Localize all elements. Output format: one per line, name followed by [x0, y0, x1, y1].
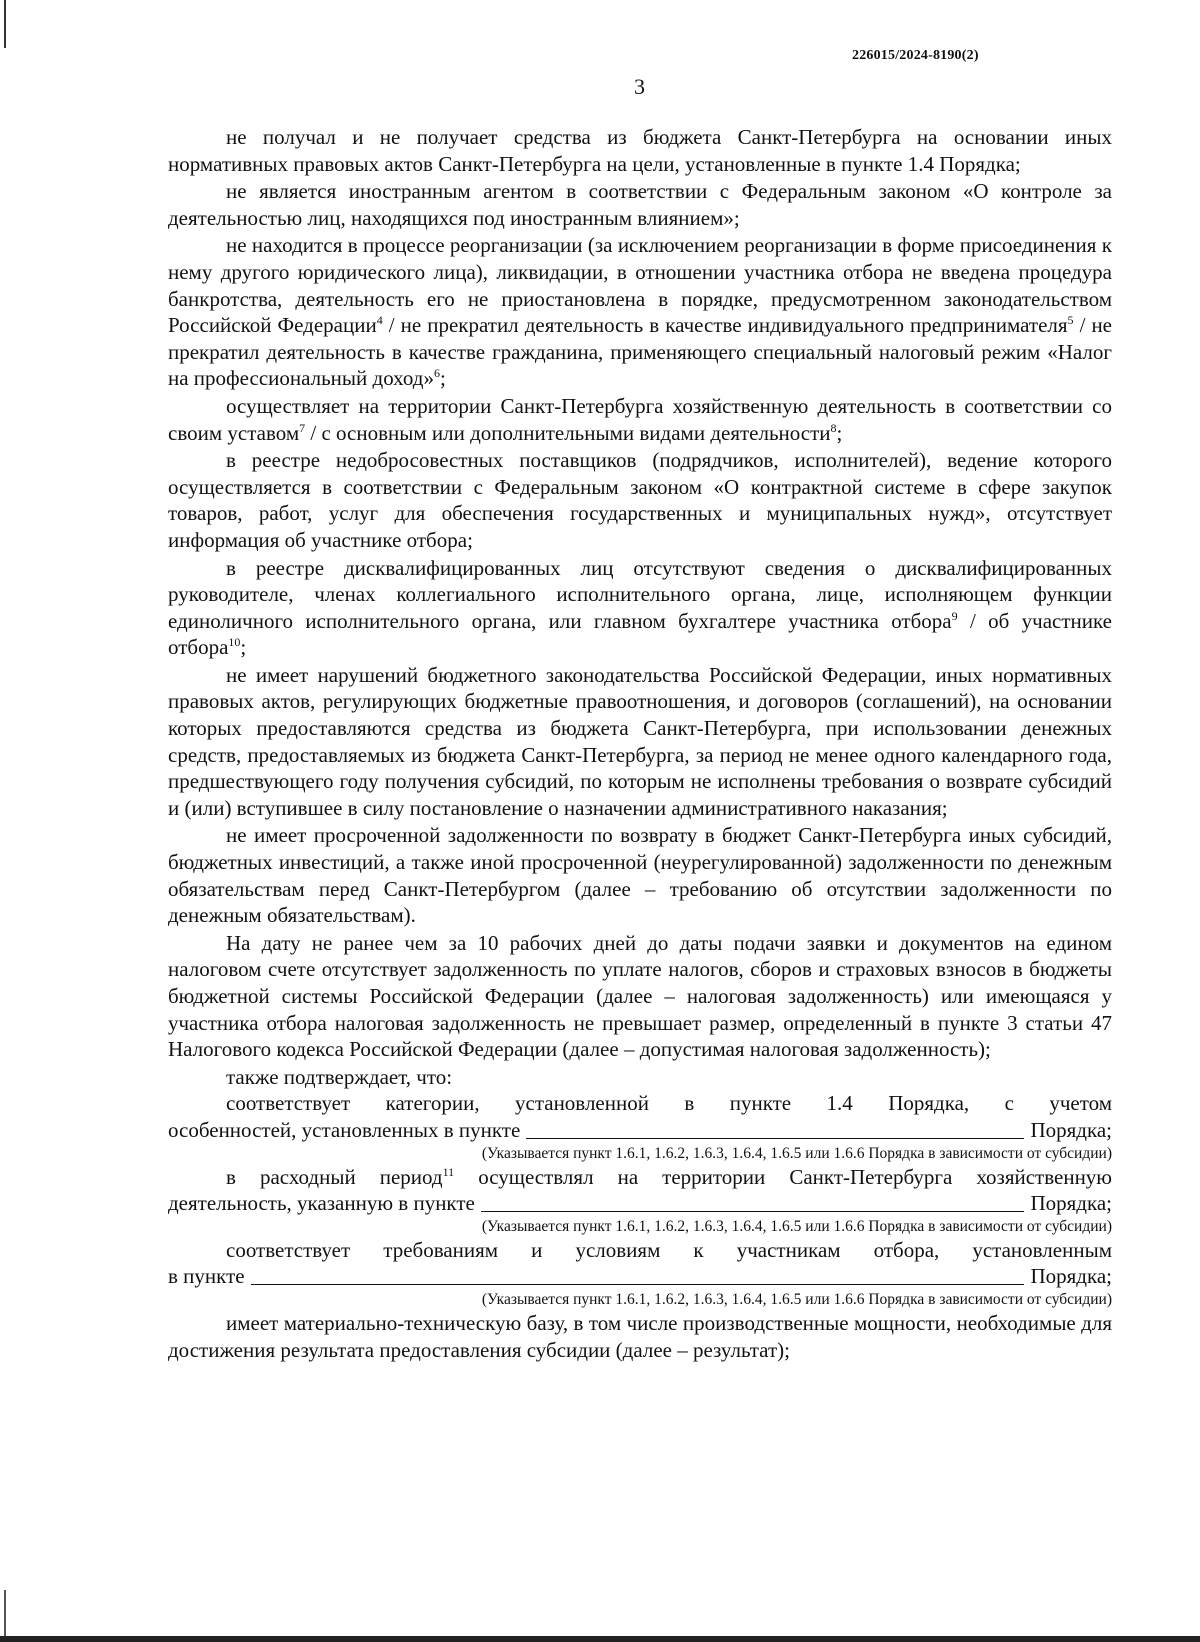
paragraph — [168, 178, 1112, 231]
text-run: ; — [836, 420, 843, 445]
closing-paragraph: имеет материально-техническую базу, в том числе производственные мощности, необходимые для достижения результата предоставления субсидии (далее – результат); — [168, 1310, 1112, 1362]
paragraph — [168, 1064, 1112, 1091]
paragraph — [168, 555, 1112, 661]
paragraph — [168, 930, 1112, 1063]
footnote-ref: 10 — [228, 635, 241, 650]
fill-in-section — [168, 1090, 1112, 1310]
text-run: в реестре дисквалифицированных лиц отсутствуют сведения о дисквалифицированных руководителе, членах коллегиального исполнительного органа, лице, исполняющем функции единоличного исполнительного органа, или главном бухгалтере участника отбора — [168, 555, 1112, 633]
fill-line — [168, 1263, 1112, 1290]
fill-line-prefix: деятельность, указанную в пункте — [168, 1191, 475, 1216]
blank-field-line — [526, 1120, 1024, 1139]
footnote-ref: 6 — [433, 366, 440, 381]
text-run: ; — [439, 366, 446, 391]
fill-line-suffix: Порядка; — [1030, 1191, 1112, 1216]
fill-block-intro — [168, 1090, 1112, 1117]
text-run: в расходный период — [226, 1164, 443, 1189]
text-run: / не прекратил деятельность в качестве индивидуального предпринимателя — [382, 313, 1068, 338]
footnote-ref: 7 — [299, 420, 306, 435]
document-registration-number: 226015/2024-8190(2) — [852, 48, 979, 63]
paragraph — [168, 822, 1112, 928]
paragraph — [168, 124, 1112, 177]
field-hint: (Указывается пункт 1.6.1, 1.6.2, 1.6.3, 1.6.4, 1.6.5 или 1.6.6 Порядка в зависимости от субсидии) — [481, 1290, 1112, 1308]
footnote-ref: 9 — [951, 608, 958, 623]
page-number: 3 — [634, 74, 645, 99]
fill-line-prefix: в пункте — [168, 1264, 245, 1289]
text-run: / не прекратил деятельность в качестве гражданина, применяющего специальный налоговый режим «Налог на профессиональный доход» — [168, 313, 1112, 391]
scan-edge-mark — [4, 1590, 6, 1642]
fill-line-prefix: особенностей, установленных в пункте — [168, 1117, 521, 1142]
text-run: не получал и не получает средства из бюджета Санкт-Петербурга на основании иных нормативных правовых актов Санкт-Петербурга на цели, установленные в пункте 1.4 Порядка; — [168, 125, 1112, 176]
paragraph — [168, 393, 1112, 446]
text-run: соответствует требованиям и условиям к участникам отбора, установленным — [226, 1237, 1112, 1262]
paragraph — [168, 662, 1112, 822]
fill-line — [168, 1117, 1112, 1144]
blank-field-line — [251, 1266, 1025, 1285]
scan-edge-mark — [0, 1636, 1200, 1642]
text-run: в реестре недобросовестных поставщиков (подрядчиков, исполнителей), ведение которого осуществляется в соответствии с Федеральным законом «О контрактной системе в сфере закупок товаров, работ, услуг для обеспечения государственных и муниципальных нужд», отсутствует информация об участнике отбора; — [168, 448, 1112, 552]
document-body — [168, 124, 1112, 1363]
text-run: соответствует категории, установленной в пункте 1.4 Порядка, с учетом — [226, 1091, 1112, 1116]
text-run: не является иностранным агентом в соответствии с Федеральным законом «О контроле за деятельностью лиц, находящихся под иностранным влиянием»; — [168, 179, 1112, 230]
footnote-ref: 11 — [442, 1164, 455, 1179]
fill-line — [168, 1190, 1112, 1217]
footnote-ref: 4 — [376, 313, 383, 328]
text-run: / об участнике отбора — [168, 608, 1112, 660]
text-run: ; — [240, 635, 247, 660]
paragraph — [168, 232, 1112, 392]
footnote-ref: 8 — [830, 420, 837, 435]
paragraph — [168, 447, 1112, 553]
text-run: также подтверждает, что: — [226, 1064, 453, 1089]
field-hint: (Указывается пункт 1.6.1, 1.6.2, 1.6.3, 1.6.4, 1.6.5 или 1.6.6 Порядка в зависимости от субсидии) — [481, 1217, 1112, 1235]
text-run: осуществляет на территории Санкт-Петербурга хозяйственную деятельность в соответствии со своим уставом — [168, 393, 1112, 445]
fill-line-suffix: Порядка; — [1030, 1264, 1112, 1289]
fill-line-suffix: Порядка; — [1030, 1117, 1112, 1142]
blank-field-line — [481, 1193, 1025, 1212]
text-run: На дату не ранее чем за 10 рабочих дней до даты подачи заявки и документов на едином налоговом счете отсутствует задолженность по уплате налогов, сборов и страховых взносов в бюджеты бюджетной системы Российской Федерации (далее – налоговая задолженность) или имеющаяся у участника отбора налоговая задолженность не превышает размер, определенный в пункте 3 статьи 47 Налогового кодекса Российской Федерации (далее – допустимая налоговая задолженность); — [168, 930, 1112, 1062]
text-run: / с основным или дополнительными видами деятельности — [305, 420, 831, 445]
fill-block-intro — [168, 1164, 1112, 1191]
footnote-ref: 5 — [1067, 313, 1074, 328]
text-run: не находится в процессе реорганизации (за исключением реорганизации в форме присоединения к нему другого юридического лица), ликвидации, в отношении участника отбора не введена процедура банкротства, деятельность его не приостановлена в порядке, предусмотренном законодательством Российской Федерации — [168, 233, 1112, 338]
fill-block-intro — [168, 1237, 1112, 1264]
scan-edge-mark — [4, 0, 6, 48]
text-run: осуществлял на территории Санкт-Петербурга хозяйственную — [454, 1164, 1112, 1189]
text-run: не имеет просроченной задолженности по возврату в бюджет Санкт-Петербурга иных субсидий, бюджетных инвестиций, а также иной просроченной (неурегулированной) задолженности по денежным обязательствам перед Санкт-Петербургом (далее – требованию об отсутствии задолженности по денежным обязательствам). — [168, 823, 1112, 928]
field-hint: (Указывается пункт 1.6.1, 1.6.2, 1.6.3, 1.6.4, 1.6.5 или 1.6.6 Порядка в зависимости от субсидии) — [481, 1144, 1112, 1162]
text-run: не имеет нарушений бюджетного законодательства Российской Федерации, иных нормативных правовых актов, регулирующих бюджетные правоотношения, и договоров (соглашений), на основании которых предоставляются средства из бюджета Санкт-Петербурга, при использовании денежных средств, предоставляемых из бюджета Санкт-Петербурга, за период не менее одного календарного года, предшествующего году получения субсидий, по которым не исполнены требования о возврате субсидий и (или) вступившее в силу постановление о назначении административного наказания; — [168, 662, 1112, 820]
paragraph-list — [168, 124, 1112, 1090]
